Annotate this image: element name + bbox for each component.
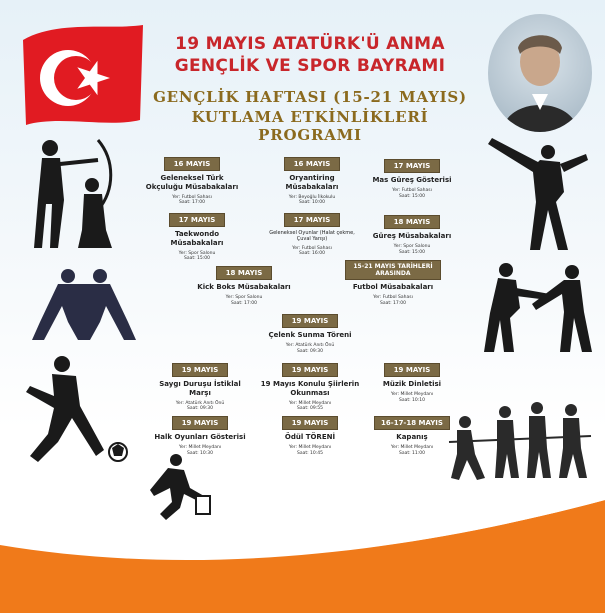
event-oryantiring <box>262 151 362 206</box>
event-place: Yer: Spor Salonu <box>178 250 216 256</box>
event-time: Saat: 15:00 <box>398 193 426 199</box>
wrestling-silhouette <box>28 262 140 342</box>
event-geleneksel-oyunlar <box>264 207 360 257</box>
event-name: Güreş Müsabakaları <box>372 232 452 240</box>
event-name: Müzik Dinletisi <box>382 380 442 388</box>
event-name: Geleneksel Türk Okçuluğu Müsabakaları <box>145 174 239 191</box>
event-time: Saat: 17:00 <box>230 300 258 306</box>
event-date-badge: 19 MAYIS <box>172 416 228 430</box>
football-player-silhouette <box>18 352 130 472</box>
event-date-badge: 19 MAYIS <box>172 363 228 377</box>
event-date-badge: 17 MAYIS <box>284 213 340 227</box>
event-place: Yer: Millet Meydanı <box>390 391 434 397</box>
event-place: Yer: Atatürk Anıtı Önü <box>285 342 335 348</box>
event-name: Kapanış <box>396 433 428 441</box>
event-name: Saygı Duruşu İstiklal Marşı <box>159 380 241 397</box>
event-place: Yer: Spor Salonu <box>225 294 263 300</box>
event-time: Saat: 17:00 <box>379 300 407 306</box>
event-odul <box>262 410 358 456</box>
event-date-badge: 19 MAYIS <box>282 314 338 328</box>
event-kick-boks <box>196 260 292 306</box>
event-time: Saat: 10:30 <box>186 450 214 456</box>
event-name: Mas Güreş Gösterisi <box>372 176 452 184</box>
event-place: Yer: Beyoğlu İlkokulu <box>288 194 336 200</box>
event-time: Saat: 10:10 <box>398 397 426 403</box>
event-date-badge: 16-17-18 MAYIS <box>374 416 450 430</box>
event-okculuk <box>142 151 242 206</box>
event-date-badge: 16 MAYIS <box>164 157 220 171</box>
event-place: Yer: Futbol Sahası <box>392 187 432 193</box>
event-date-badge: 19 MAYIS <box>282 363 338 377</box>
event-place: Yer: Futbol Sahası <box>373 294 413 300</box>
subtitle-line-2: KUTLAMA ETKİNLİKLERİ PROGRAMI <box>191 108 429 144</box>
event-date-badge: 18 MAYIS <box>216 266 272 280</box>
event-name: Ödül TÖRENİ <box>284 433 336 441</box>
event-time: Saat: 10:45 <box>296 450 324 456</box>
subtitle-line-1: GENÇLİK HAFTASI (15-21 MAYIS) <box>153 88 467 106</box>
event-mas-gures <box>362 153 462 199</box>
event-celenk <box>262 308 358 354</box>
event-place: Yer: Spor Salonu <box>393 243 431 249</box>
event-name: 19 Mayıs Konulu Şiirlerin Okunması <box>260 380 360 397</box>
event-saygi-durusu <box>152 357 248 412</box>
event-place: Yer: Millet Meydanı <box>390 444 434 450</box>
event-place: Yer: Futbol Sahası <box>292 245 332 251</box>
title-line-2: GENÇLİK VE SPOR BAYRAMI <box>174 56 446 76</box>
turkish-flag-icon <box>18 20 148 130</box>
event-place: Yer: Futbol Sahası <box>172 194 212 200</box>
event-place: Yer: Atatürk Anıtı Önü <box>175 400 225 406</box>
kickbox-silhouette <box>480 258 598 354</box>
event-date-badge: 19 MAYIS <box>282 416 338 430</box>
event-siir <box>248 357 372 412</box>
event-date-badge: 19 MAYIS <box>384 363 440 377</box>
event-taekwondo <box>152 207 242 262</box>
runner-silhouette <box>140 452 220 522</box>
event-date-badge: 17 MAYIS <box>169 213 225 227</box>
event-time: Saat: 15:00 <box>398 249 426 255</box>
event-time: Saat: 15:00 <box>183 256 211 262</box>
event-gures <box>364 209 460 255</box>
event-name: Geleneksel Oyunlar (Halat çekme, Çuval Yarışı) <box>269 230 355 243</box>
event-date-badge: 16 MAYIS <box>284 157 340 171</box>
ataturk-portrait <box>488 14 592 132</box>
event-date-badge: 15-21 MAYIS TARİHLERİ ARASINDA <box>345 260 441 280</box>
event-place: Yer: Millet Meydanı <box>178 444 222 450</box>
event-name: Çelenk Sunma Töreni <box>268 331 352 339</box>
archer-silhouette <box>20 130 130 250</box>
tug-of-war-silhouette <box>445 382 595 482</box>
event-time: Saat: 11:00 <box>398 450 426 456</box>
event-kapanis <box>364 410 460 456</box>
event-time: Saat: 09:30 <box>186 406 214 412</box>
event-halk-oyunlari <box>152 410 248 456</box>
event-time: Saat: 17:00 <box>178 200 206 206</box>
event-name: Futbol Müsabakaları <box>352 283 434 291</box>
event-muzik <box>364 357 460 403</box>
event-place: Yer: Millet Meydanı <box>288 400 332 406</box>
title-line-1: 19 MAYIS ATATÜRK'Ü ANMA <box>175 34 445 54</box>
karate-silhouette <box>478 132 593 250</box>
event-name: Oryantiring Müsabakaları <box>285 174 339 191</box>
event-time: Saat: 09:55 <box>296 406 324 412</box>
event-name: Taekwondo Müsabakaları <box>170 230 224 247</box>
event-time: Saat: 09:30 <box>296 348 324 354</box>
event-time: Saat: 16:00 <box>298 251 326 257</box>
event-name: Kick Boks Müsabakaları <box>197 283 291 291</box>
event-place: Yer: Millet Meydanı <box>288 444 332 450</box>
event-time: Saat: 10:00 <box>298 200 326 206</box>
event-date-badge: 18 MAYIS <box>384 215 440 229</box>
event-name: Halk Oyunları Gösterisi <box>154 433 246 441</box>
event-date-badge: 17 MAYIS <box>384 159 440 173</box>
event-futbol <box>345 260 441 306</box>
